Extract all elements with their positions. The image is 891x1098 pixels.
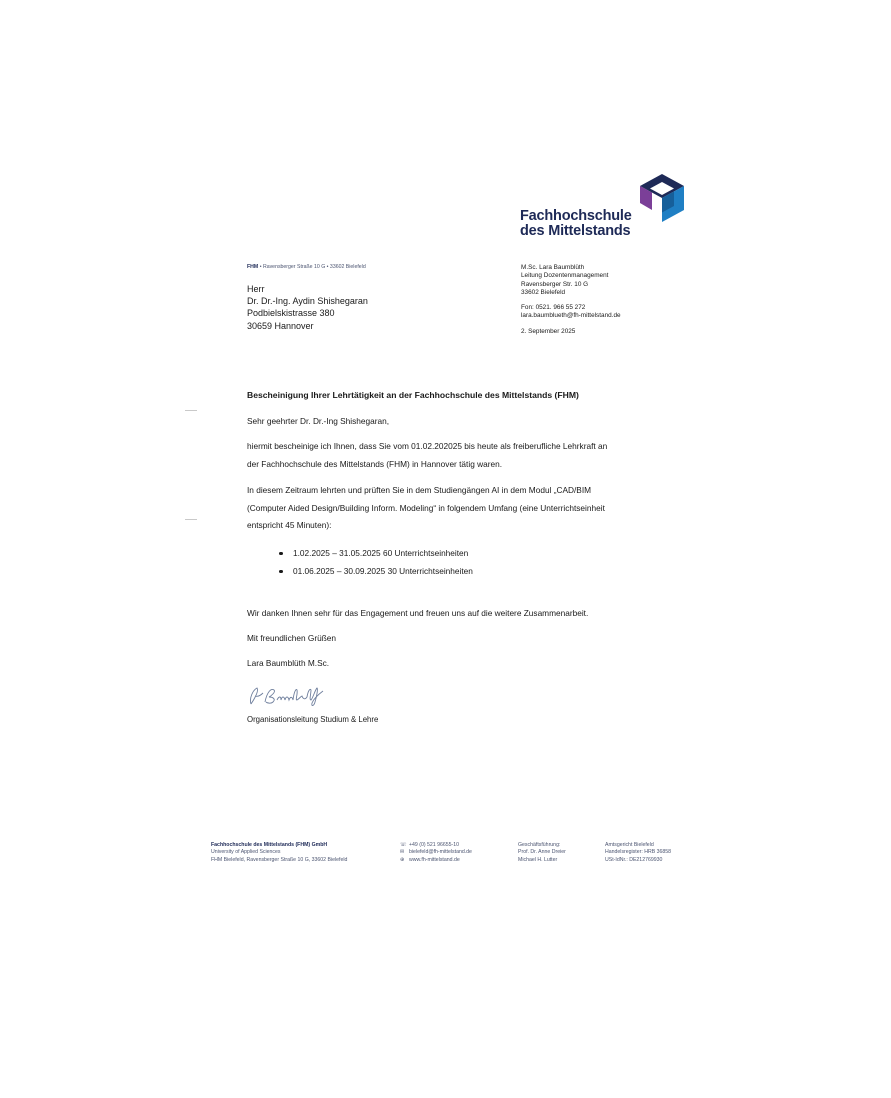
teaching-periods-list: [279, 544, 473, 580]
footer-email: bielefeld@fh-mittelstand.de: [409, 849, 472, 856]
contact-info-block: [521, 264, 621, 336]
mail-icon: ✉: [400, 849, 405, 856]
footer-management: [518, 842, 566, 864]
footer-website: www.fh-mittelstand.de: [409, 856, 460, 863]
list-item: 01.06.2025 – 30.09.2025 30 Unterrichtseinheiten: [279, 562, 473, 580]
recipient-address: [247, 283, 368, 332]
closing: Mit freundlichen Grüßen: [247, 633, 337, 643]
phone-icon: ☏: [400, 842, 407, 848]
contact-role: Leitung Dozentenmanagement: [521, 272, 609, 280]
recipient-salutation: Herr: [247, 284, 265, 294]
contact-city: 33602 Bielefeld: [521, 288, 566, 296]
footer-registry: [605, 842, 671, 864]
contact-name: M.Sc. Lara Baumblüth: [521, 264, 585, 271]
letter-date: 2. September 2025: [521, 327, 576, 335]
footer-company-address: FHM Bielefeld, Ravensberger Straße 10 G, 33602 Bielefeld: [211, 856, 348, 863]
paragraph-1-line-2: der Fachhochschule des Mittelstands (FHM) in Hannover tätig waren.: [247, 459, 503, 469]
logo-line-2: des Mittelstands: [520, 223, 631, 239]
signer-name: Lara Baumblüth M.Sc.: [247, 658, 330, 668]
recipient-name: Dr. Dr.-Ing. Aydin Shishegaran: [247, 296, 368, 307]
paragraph-2-line-1: In diesem Zeitraum lehrten und prüften Sie in dem Studiengängen AI in dem Modul „CAD/BIM: [247, 485, 592, 495]
thanks-paragraph: Wir danken Ihnen sehr für das Engagement und freuen uns auf die weitere Zusammenarbeit.: [247, 608, 589, 618]
paragraph-2-line-2: (Computer Aided Design/Building Inform. Modeling“ in folgendem Umfang (eine Unterrichtseinheit: [247, 503, 605, 513]
footer-management-label: Geschäftsführung:: [518, 842, 561, 848]
fold-mark-top: [185, 410, 197, 411]
institution-logo-text: [520, 209, 632, 239]
footer-director-1: Prof. Dr. Anne Dreier: [518, 849, 566, 856]
recipient-city: 30659 Hannover: [247, 320, 314, 331]
fold-mark-middle: [185, 519, 197, 520]
sender-abbr: FHM: [247, 264, 259, 270]
footer-phone: +49 (0) 521 96655-10: [409, 842, 460, 848]
handwritten-signature: [245, 682, 337, 708]
footer-company-name: Fachhochschule des Mittelstands (FHM) GmbH: [211, 842, 328, 848]
footer-company-subtitle: University of Applied Sciences: [211, 849, 281, 856]
paragraph-2-line-3: entspricht 45 Minuten):: [247, 520, 332, 530]
signer-title: Organisationsleitung Studium & Lehre: [247, 715, 379, 724]
footer-vat-id: USt-IdNr.: DE212769930: [605, 856, 663, 863]
contact-street: Ravensberger Str. 10 G: [521, 280, 589, 288]
sender-address-line: [247, 264, 366, 270]
contact-phone: Fon: 0521. 966 55 272: [521, 304, 586, 312]
logo-line-1: Fachhochschule: [520, 208, 632, 224]
globe-icon: ⊕: [400, 856, 405, 863]
sender-separator: •: [258, 264, 263, 270]
recipient-street: Podbielskistrasse 380: [247, 308, 335, 319]
footer-register: Handelsregister: HRB 36858: [605, 849, 672, 856]
contact-email: lara.baumblueth@fh-mittelstand.de: [521, 312, 621, 320]
sender-address: Ravensberger Straße 10 G • 33602 Bielefeld: [262, 264, 366, 270]
footer-contact: [400, 842, 472, 864]
footer-company: [211, 842, 347, 864]
paragraph-1-line-1: hiermit bescheinige ich Ihnen, dass Sie vom 01.02.202025 bis heute als freiberufliche Lehrkraft an: [247, 441, 608, 451]
fhm-logo-icon: [638, 172, 686, 224]
list-item: 1.02.2025 – 31.05.2025 60 Unterrichtseinheiten: [279, 544, 473, 562]
footer-director-2: Michael H. Lutter: [518, 856, 558, 863]
footer-court: Amtsgericht Bielefeld: [605, 842, 654, 848]
letter-subject: Bescheinigung Ihrer Lehrtätigkeit an der Fachhochschule des Mittelstands (FHM): [247, 390, 579, 400]
letter-greeting: Sehr geehrter Dr. Dr.-Ing Shishegaran,: [247, 416, 390, 426]
